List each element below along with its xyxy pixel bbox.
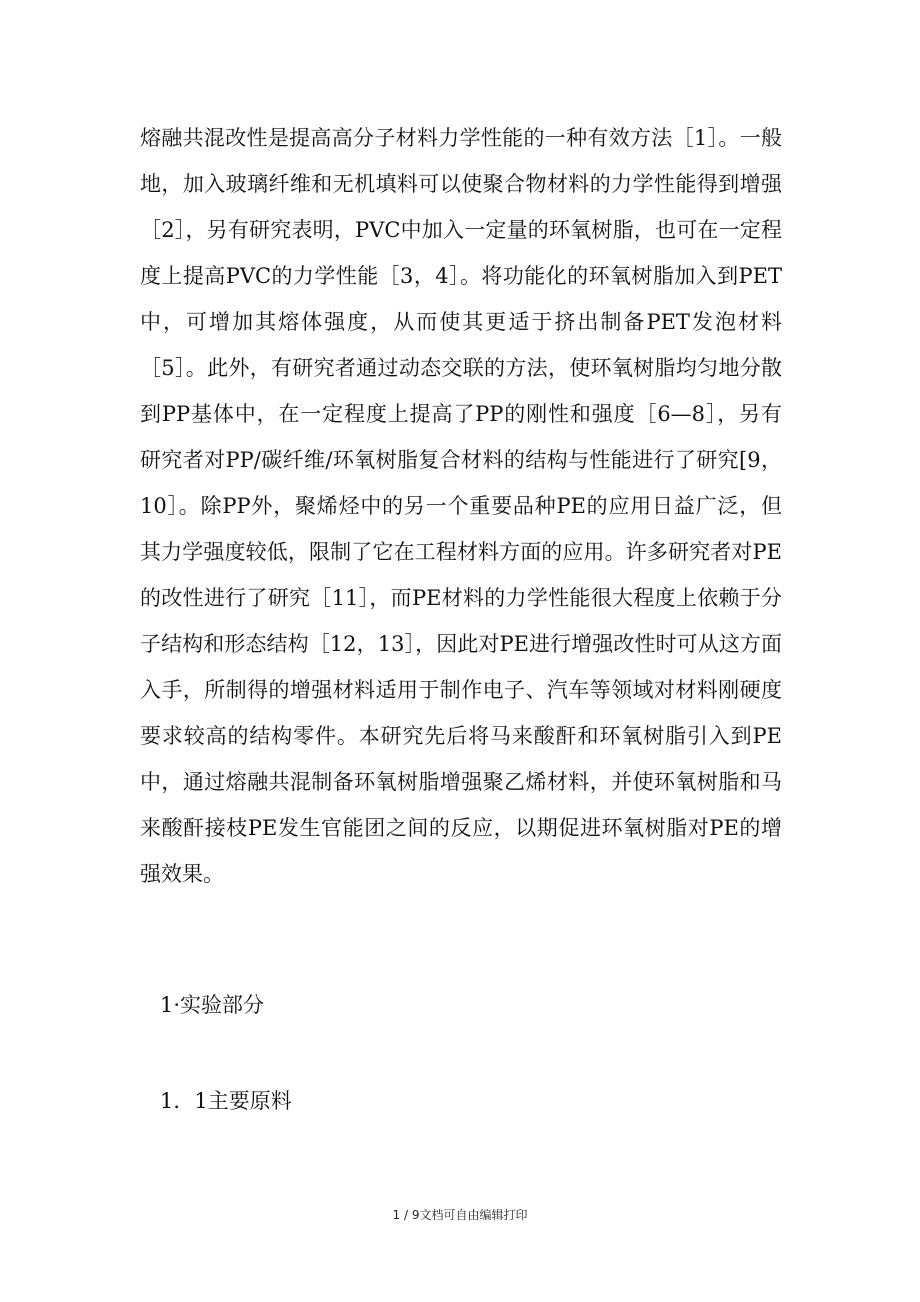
paragraph-line: ［2］，另有研究表明，PVC中加入一定量的环氧树脂，也可在一定程 [140, 218, 782, 242]
body-paragraph [140, 120, 782, 902]
paragraph-line: ［5］。此外，有研究者通过动态交联的方法，使环氧树脂均匀地分散 [140, 356, 782, 380]
paragraph-line: 10］。除PP外，聚烯烃中的另一个重要品种PE的应用日益广泛，但 [140, 494, 782, 518]
paragraph-line: 来酸酐接枝PE发生官能团之间的反应，以期促进环氧树脂对PE的增 [140, 816, 782, 840]
paragraph-line: 熔融共混改性是提高高分子材料力学性能的一种有效方法［1］。一般 [140, 126, 782, 150]
paragraph-line: 中，可增加其熔体强度，从而使其更适于挤出制备PET发泡材料 [140, 310, 782, 334]
subsection-heading: 1．1主要原料 [160, 1089, 292, 1113]
paragraph-line: 强效果。 [140, 862, 224, 886]
page-footer: 1 / 9文档可自由编辑打印 [392, 1208, 528, 1222]
paragraph-line: 地，加入玻璃纤维和无机填料可以使聚合物材料的力学性能得到增强 [140, 172, 782, 196]
paragraph-line: 的改性进行了研究［11］，而PE材料的力学性能很大程度上依赖于分 [140, 586, 782, 610]
paragraph-line: 入手，所制得的增强材料适用于制作电子、汽车等领域对材料刚硬度 [140, 678, 782, 702]
paragraph-line: 中，通过熔融共混制备环氧树脂增强聚乙烯材料，并使环氧树脂和马 [140, 770, 782, 794]
paragraph-line: 要求较高的结构零件。本研究先后将马来酸酐和环氧树脂引入到PE [140, 724, 782, 748]
paragraph-line: 度上提高PVC的力学性能［3，4］。将功能化的环氧树脂加入到PET [140, 264, 782, 288]
section-heading: 1·实验部分 [160, 993, 265, 1017]
paragraph-line: 子结构和形态结构［12，13］，因此对PE进行增强改性时可从这方面 [140, 632, 782, 656]
paragraph-line: 研究者对PP/碳纤维/环氧树脂复合材料的结构与性能进行了研究[9， [140, 448, 782, 472]
paragraph-line: 到PP基体中，在一定程度上提高了PP的刚性和强度［6—8］，另有 [140, 402, 782, 426]
paragraph-line: 其力学强度较低，限制了它在工程材料方面的应用。许多研究者对PE [140, 540, 782, 564]
